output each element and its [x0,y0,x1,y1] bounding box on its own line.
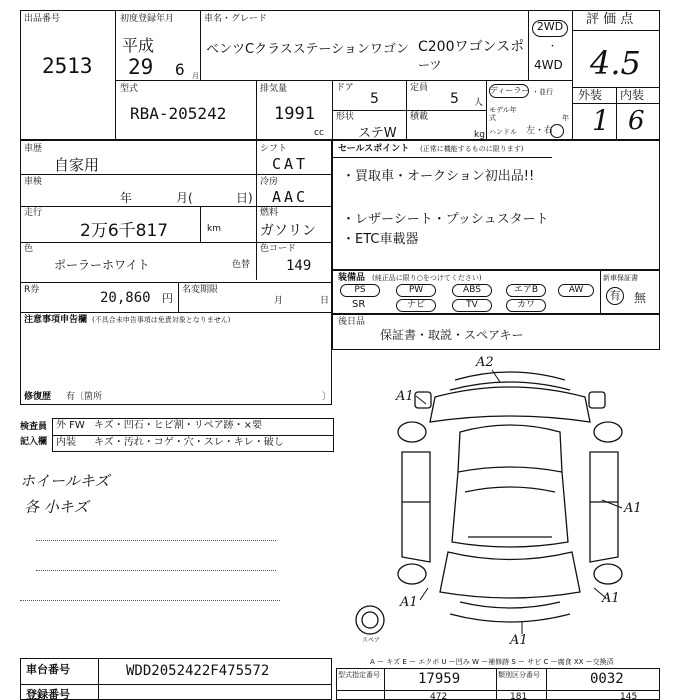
damage-mark-a1-front-left: A1 [396,389,414,404]
inspection-label: 車検 [24,177,43,187]
divider [384,668,385,700]
blank-line [36,570,276,571]
doors: 5 [370,91,379,107]
class-value: 0032 [590,671,624,687]
grade-line1: C200ワゴンスポ [418,39,525,55]
damage-mark-a2: A2 [476,355,494,370]
warranty-no: 無 [634,291,647,305]
model-code: RBA-205242 [130,104,227,123]
inspection-day: 日) [236,191,253,205]
color-label: 色 [24,244,34,254]
divider [52,435,334,436]
equipment-sub: (純正品に限り○をつけてください) [372,274,482,282]
color: ポーラーホワイト [54,258,150,272]
chassis-number: WDD2052422F475572 [126,663,270,679]
handle-right-circle [550,124,564,138]
damage-mark-a1-rear-left: A1 [400,595,418,610]
divider [332,110,486,111]
kg-unit: kg [474,130,485,140]
mileage: 2万6千817 [80,221,169,241]
year-unit: 年 [562,114,569,122]
model-year-label: モデル年式 [489,106,517,122]
drive-2wd-circled: 2WD [532,20,568,37]
inspector-label-1: 検査員 [20,422,48,432]
displacement: 1991 [274,104,315,124]
divider [200,206,201,242]
selling-point-1: ・買取車・オークション初出品!! [342,169,535,184]
divider [546,668,547,700]
handwritten-note-1: ホイールキズ [20,472,110,490]
spare-label: スペア [362,637,381,644]
selling-point-3: ・ETC車載器 [342,232,419,247]
history: 自家用 [54,156,100,174]
name-change-label: 名変期限 [182,285,219,295]
shift: CAT [272,155,309,173]
first-reg-label: 初度登録年月 [120,14,175,24]
equip-ps: PS [340,284,380,297]
divider [20,684,332,685]
selling-points-label: セールスポイント [338,144,410,154]
cc-unit: cc [314,128,324,138]
divider [20,282,332,283]
inspector-label-2: 記入欄 [20,437,48,447]
car-name: ベンツCクラスステーションワゴン [206,42,409,57]
name-change-day: 日 [320,296,330,306]
parallel-label: ・並行 [532,88,553,96]
era: 平成 [122,36,155,55]
handle-options: 左・右 [526,126,554,136]
divider [200,10,201,80]
selling-point-2: ・レザーシート・プッシュスタート [342,212,549,227]
shift-label: シフト [260,144,288,154]
inspection-month: 月( [176,191,193,205]
repair-label: 修復歴 [24,392,52,402]
lot-number: 2513 [42,54,93,78]
color-code-label: 色コード [260,244,297,254]
month-unit: 月 [192,72,199,80]
damage-mark-a1-right-side: A1 [624,501,642,516]
ac-label: 冷房 [260,177,279,187]
notes-label: 注意事項申告欄 [24,315,88,325]
drive-4wd: 4WD [534,58,563,72]
car-damage-diagram [340,352,680,652]
equip-abs: ABS [452,284,492,297]
divider [616,87,617,140]
divider [496,668,497,700]
equipment-label: 装備品 [338,273,366,283]
footer-row3-value-1: 472 [430,692,448,700]
capacity-label: 定員 [410,83,429,93]
divider [336,690,660,691]
equip-navi: ナビ [396,299,436,312]
damage-mark-a1-rear: A1 [510,633,528,648]
equip-airbag: エアB [506,284,546,297]
color-change-label: 色替 [232,260,251,270]
doors-label: ドア [336,83,354,93]
car-name-label: 車名・グレード [204,14,268,24]
equip-pw: PW [396,284,436,297]
blank-line [20,600,280,601]
score-value: 4.5 [590,44,641,82]
notes-sub: (不具合未申告事項は免責対象となりません) [92,316,231,324]
mileage-label: 走行 [24,208,43,218]
fuel-label: 燃料 [260,208,279,218]
fuel: ガソリン [260,223,316,239]
km-unit: km [207,224,221,234]
warranty-yes-circled: 有 [606,287,624,305]
later-value: 保証書・取説・スペアキー [380,328,524,342]
divider [115,80,572,81]
divider [20,242,332,243]
inspector-row1: キズ・凹石・ヒビ割・リペア跡・×要 [94,420,262,431]
divider [528,10,529,80]
handle-label: ハンドル [489,128,517,136]
divider [486,80,487,140]
divider [572,103,660,104]
interior-score: 6 [628,106,645,136]
divider [256,80,257,140]
divider [256,140,257,280]
load-label: 積載 [410,112,429,122]
shape-label: 形状 [336,112,355,122]
divider [600,270,601,314]
ac: AAC [272,188,309,206]
divider [115,10,116,140]
inspector-row2-head: 内装 [56,437,76,448]
grade-line2: ーツ [418,58,442,72]
dealer-circled: ディーラー [489,84,529,98]
divider [20,174,332,175]
footer-row3-value-3: 145 [620,692,638,700]
shape: ステW [358,126,397,141]
damage-mark-a1-rear-right: A1 [602,591,620,606]
equip-leather: カワ [506,299,546,312]
yen-unit: 円 [162,292,173,305]
interior-label: 内装 [620,88,645,102]
inspection-year: 年 [120,191,133,205]
chassis-label: 車台番号 [26,663,70,676]
footer-row3-value-2: 181 [510,692,528,700]
drive-separator: ・ [548,42,558,52]
blank-line [36,540,276,541]
handwritten-note-2: 各 小キズ [24,498,89,516]
reg-label: 登録番号 [26,688,70,700]
repair-close: 〕 [322,392,332,402]
repair-value: 有〔箇所 [66,392,103,402]
equip-tv: TV [452,299,492,312]
recycle-label: R券 [24,285,40,295]
divider [178,282,179,312]
name-change-month: 月 [274,296,284,306]
selling-points-sub: (正常に機能するものに限ります) [420,145,524,153]
model-spec-label: 型式指定番号 [338,671,380,679]
capacity: 5 [450,91,459,107]
reg-month: 6 [175,60,185,79]
inspector-row2: キズ・汚れ・コゲ・穴・スレ・キレ・破し [94,437,284,448]
exterior-label: 外装 [578,88,603,102]
recycle: 20,860 [100,290,151,306]
equip-aw: AW [558,284,594,297]
displacement-label: 排気量 [260,84,288,94]
divider [98,658,99,700]
new-car-label: 新車保証書 [603,274,638,282]
color-code: 149 [286,258,312,274]
reg-year: 29 [128,55,154,79]
selling-points-frame [332,140,660,270]
score-label: 評 価 点 [586,12,634,27]
divider [332,157,552,158]
person-unit: 人 [474,98,484,108]
lot-label: 出品番号 [24,14,61,24]
later-label: 後日品 [338,317,366,327]
damage-legend: A ー キズ E ー エクボ U ー凹み W ー補修跡 S ー サビ C ー腐食 XX ー交換済 [370,658,614,666]
divider [20,312,332,313]
model-label: 型式 [120,84,139,94]
inspector-row1-head: 外 FW [56,420,85,431]
equip-sr: SR [352,299,366,310]
class-label: 類別区分番号 [498,671,540,679]
exterior-score: 1 [592,104,610,137]
history-label: 車歴 [24,144,43,154]
divider [20,206,332,207]
divider [572,30,660,31]
model-spec-value: 17959 [418,671,461,687]
